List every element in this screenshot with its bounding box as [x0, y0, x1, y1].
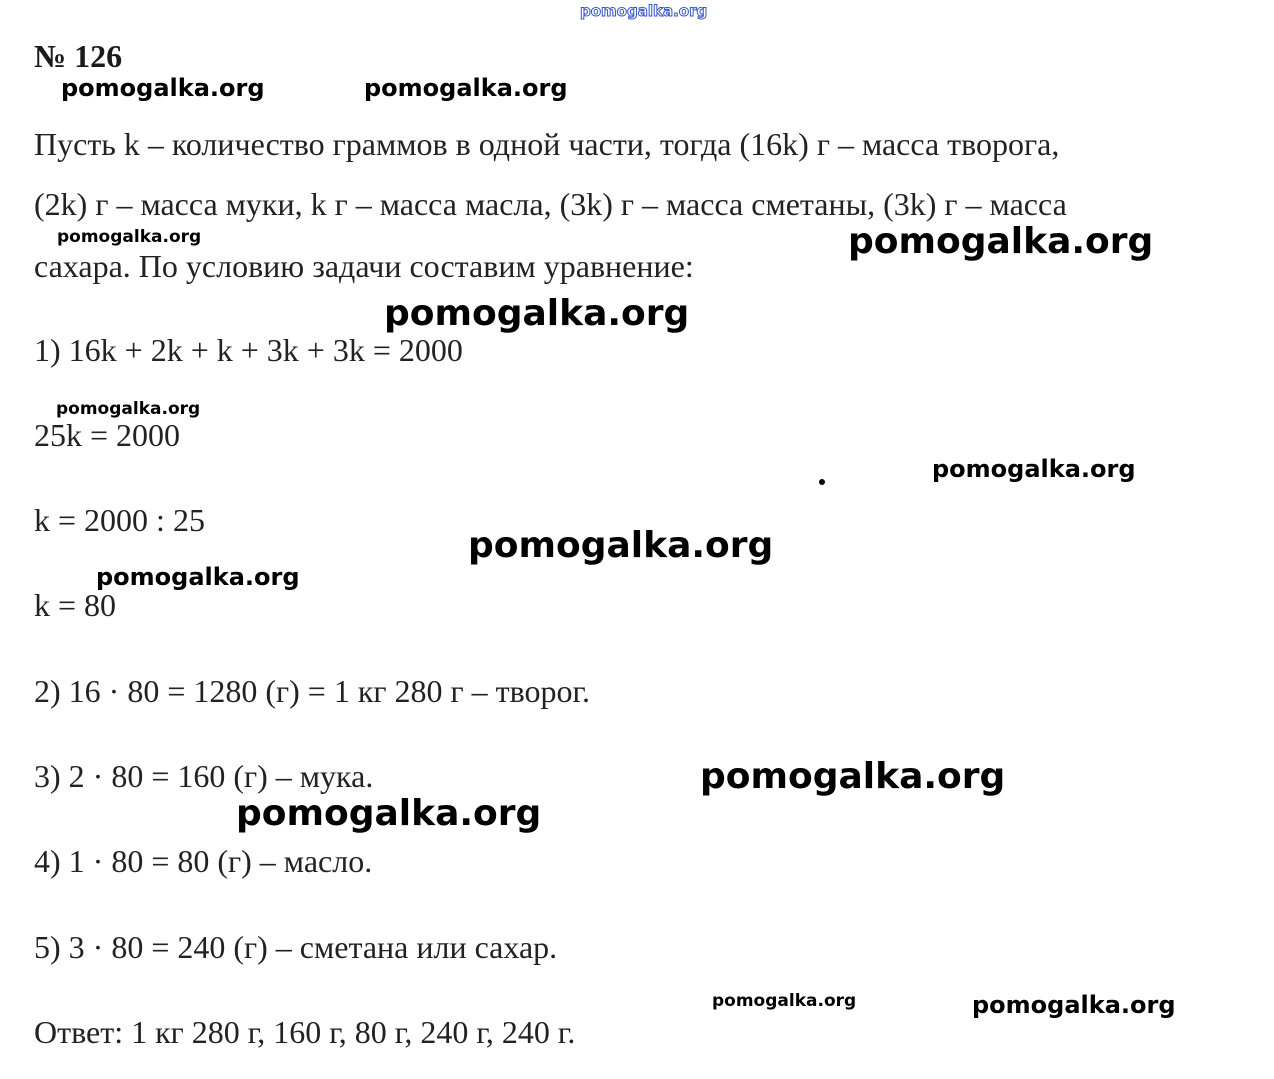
watermark: pomogalka.org [96, 563, 300, 591]
watermark: pomogalka.org [56, 399, 201, 419]
step-butter: 4) 1 · 80 = 80 (г) – масло. [34, 843, 373, 879]
solution-line-1: Пусть k – количество граммов в одной части, тогда (16k) г – масса творога, [34, 126, 1060, 162]
watermark: pomogalka.org [364, 74, 568, 102]
watermark: pomogalka.org [972, 991, 1176, 1019]
equation-division: k = 2000 : 25 [34, 502, 205, 538]
solution-line-2: (2k) г – масса муки, k г – масса масла, (3k) г – масса сметаны, (3k) г – масса [34, 186, 1067, 222]
watermark: pomogalka.org [61, 74, 265, 102]
answer-line: Ответ: 1 кг 280 г, 160 г, 80 г, 240 г, 240 г. [34, 1014, 576, 1050]
problem-number: № 126 [34, 38, 123, 74]
solution-line-3: сахара. По условию задачи составим уравнение: [34, 248, 694, 284]
equation-result: k = 80 [34, 587, 117, 623]
stray-dot [819, 479, 825, 485]
step-curd: 2) 16 · 80 = 1280 (г) = 1 кг 280 г – творог. [34, 673, 591, 709]
watermark: pomogalka.org [848, 221, 1154, 262]
watermark: pomogalka.org [700, 756, 1006, 797]
step-flour: 3) 2 · 80 = 160 (г) – мука. [34, 758, 374, 794]
watermark: pomogalka.org [384, 293, 690, 334]
watermark: pomogalka.org [712, 991, 857, 1011]
equation-simplified: 25k = 2000 [34, 417, 181, 453]
site-watermark-top: pomogalka.org [580, 2, 708, 20]
watermark: pomogalka.org [468, 525, 774, 566]
step-sour-cream-sugar: 5) 3 · 80 = 240 (г) – сметана или сахар. [34, 929, 558, 965]
watermark: pomogalka.org [932, 455, 1136, 483]
watermark: pomogalka.org [236, 793, 542, 834]
equation-line: 1) 16k + 2k + k + 3k + 3k = 2000 [34, 332, 463, 368]
watermark: pomogalka.org [57, 227, 202, 247]
